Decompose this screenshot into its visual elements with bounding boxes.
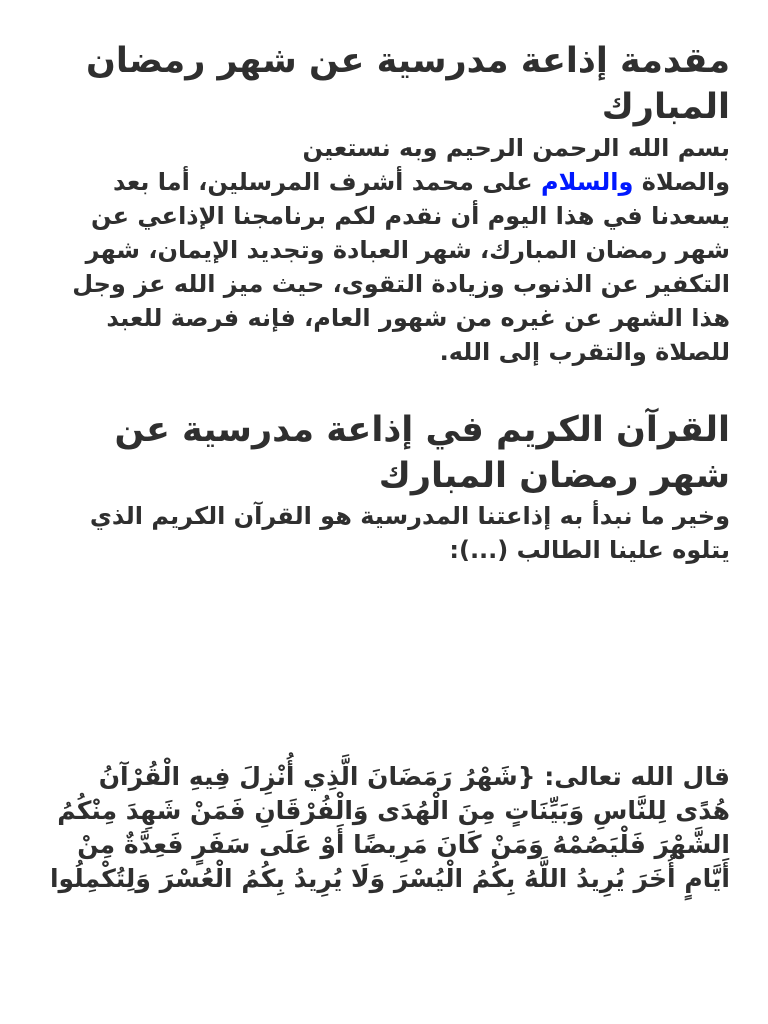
intro-line-1: بسم الله الرحمن الرحيم وبه نستعين [302,134,730,162]
verse-text: {شَهْرُ رَمَضَانَ الَّذِي أُنْزِلَ فِيهِ الْقُرْآنُ هُدًى لِلنَّاسِ وَبَيِّنَاتٍ مِنَ الْهُدَى وَالْفُرْقَانِ فَمَنْ شَهِدَ مِنْكُمُ الشَّهْرَ فَلْيَصُمْهُ وَمَنْ كَانَ مَرِيضًا أَوْ عَلَى سَفَرٍ فَعِدَّةٌ مِنْ أَيَّامٍ أُخَرَ يُرِيدُ اللَّهُ بِكُمُ الْيُسْرَ وَلَا يُرِيدُ بِكُمُ الْعُسْرَ وَلِتُكْمِلُوا [49,762,730,893]
verse-intro: قال الله تعالى: [535,762,730,791]
section-paragraph: وخير ما نبدأ به إذاعتنا المدرسية هو القرآن الكريم الذي يتلوه علينا الطالب (...): [89,502,730,564]
intro-paragraph [38,131,730,369]
salam-link[interactable]: والسلام [541,168,634,196]
quran-verse [38,760,730,896]
intro-text-before-link: والصلاة [633,168,730,196]
intro-text-after-link: على محمد أشرف المرسلين، أما بعد يسعدنا في هذا اليوم أن نقدم لكم برنامجنا الإذاعي عن شهر رمضان المبارك، شهر العبادة وتجديد الإيمان، شهر التكفير عن الذنوب وزيادة التقوى، حيث ميز الله عز وجل هذا الشهر عن غيره من شهور العام، فإنه فرصة للعبد للصلاة والتقرب إلى الله. [72,168,730,366]
page-title: مقدمة إذاعة مدرسية عن شهر رمضان المبارك [86,41,730,127]
section-title-quran: القرآن الكريم في إذاعة مدرسية عن شهر رمضان المبارك [114,410,730,496]
